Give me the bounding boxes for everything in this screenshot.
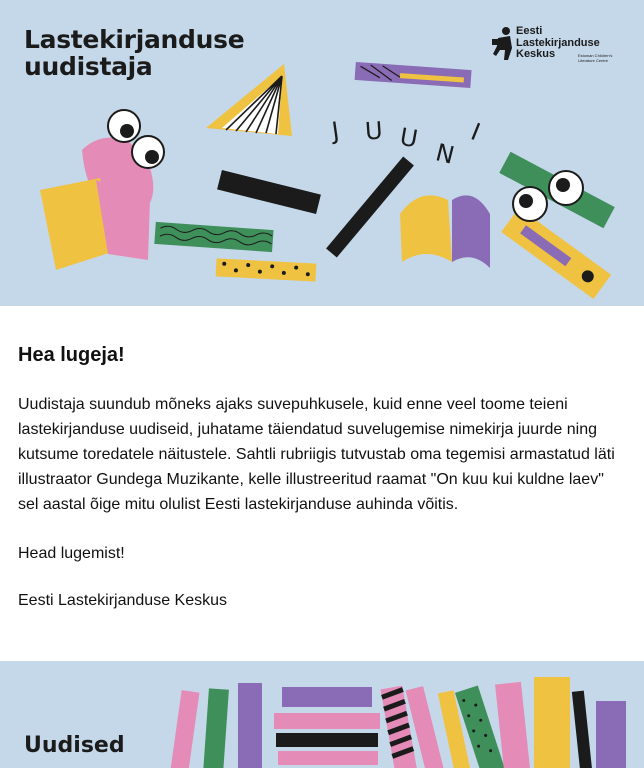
open-book-shape bbox=[400, 195, 490, 268]
yellow-ruler-creature bbox=[501, 171, 611, 299]
yellow-dotted-bar-shape bbox=[216, 258, 317, 281]
book-purple-top bbox=[282, 687, 372, 707]
month-letter-4: N bbox=[432, 138, 458, 170]
pink-book-creature bbox=[40, 110, 164, 270]
bookshelf-illustration bbox=[0, 661, 644, 768]
logo-subtitle: Estonian Children's Literature Centre bbox=[578, 53, 613, 63]
title-line-2: uudistaja bbox=[24, 52, 153, 81]
intro-paragraph: Uudistaja suundub mõneks ajaks suvepuhkusele, kuid enne veel toome teieni lastekirjanduse uudiseid, juhatame täiendatud suvelugemise nimekirja juurde ning kutsume toredatele näitustele. Sahtli rubriigis tutvustab oma tegemisi armastatud läti illustraator Gundega Muzikante, kelle illustreeritud raamat "On kuu kui kuldne laev" sel aastal õige mitu olulist Eesti lastekirjanduse auhinda võitis. bbox=[18, 396, 615, 513]
news-section-title: Uudised bbox=[24, 733, 125, 758]
month-letter-5: I bbox=[467, 117, 485, 147]
logo-name-line-3: Keskus bbox=[516, 48, 556, 60]
newsletter-header bbox=[0, 0, 644, 306]
month-letter-1: J bbox=[330, 116, 341, 146]
book-black-mid bbox=[276, 733, 378, 747]
book-pink-mid bbox=[274, 713, 380, 729]
book-spine-purple-2 bbox=[596, 701, 626, 768]
closing-line: Head lugemist! bbox=[18, 545, 125, 562]
book-spine-purple-1 bbox=[238, 683, 262, 768]
black-bar-shape bbox=[217, 170, 321, 214]
book-spine-yellow-2 bbox=[534, 677, 570, 768]
news-section-header bbox=[0, 661, 644, 768]
book-spine-black-1 bbox=[572, 691, 593, 768]
month-letter-2: U bbox=[364, 116, 384, 146]
title-line-1: Lastekirjanduse bbox=[24, 25, 245, 54]
book-pink-low bbox=[278, 751, 378, 765]
greeting-heading: Hea lugeja! bbox=[18, 344, 125, 366]
signature-line: Eesti Lastekirjanduse Keskus bbox=[18, 592, 227, 609]
fan-book-shape bbox=[206, 64, 292, 136]
green-wavy-bar-shape bbox=[154, 222, 273, 252]
book-spine-green-1 bbox=[203, 688, 229, 768]
logo-name-line-2: Lastekirjanduse bbox=[516, 36, 600, 49]
logo-name-line-1: Eesti bbox=[516, 25, 543, 37]
header-illustration bbox=[0, 0, 644, 306]
book-spine-pink-1 bbox=[169, 690, 199, 768]
month-letter-3: U bbox=[397, 122, 420, 154]
purple-ruler-shape bbox=[355, 62, 472, 88]
black-stick-shape bbox=[326, 157, 414, 258]
letter-content bbox=[18, 330, 626, 613]
